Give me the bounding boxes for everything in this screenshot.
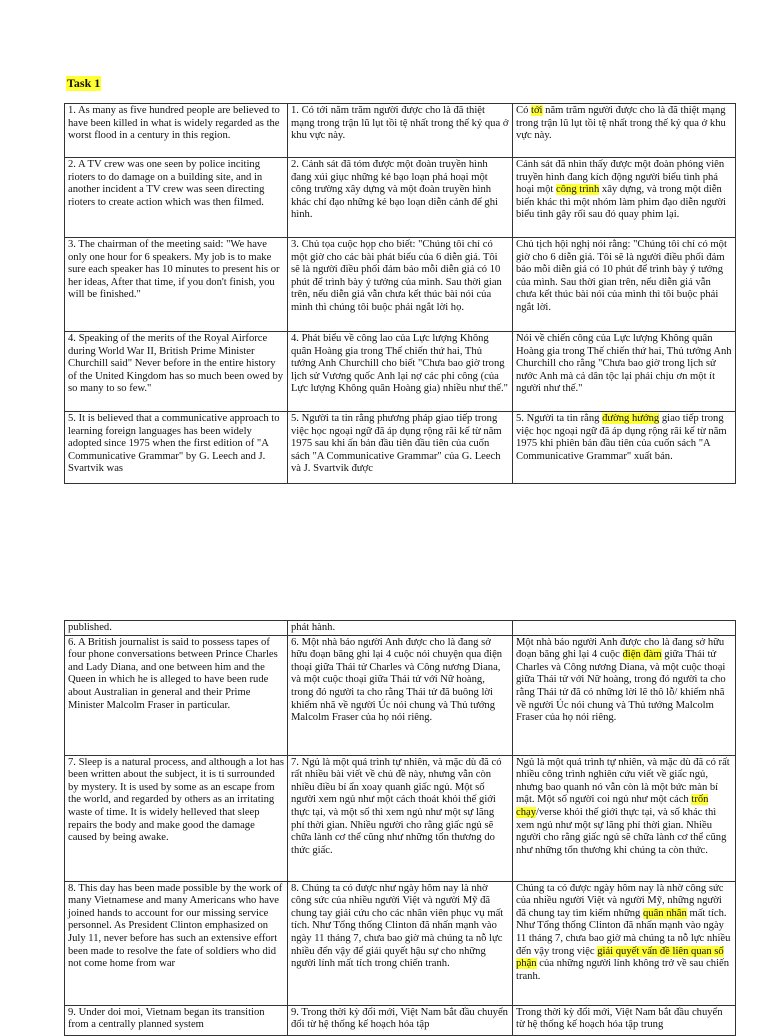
source-english-cell: 8. This day has been made possible by the work of many Vietnamese and many Americans who have joined hands to account for our missing service personnel. As President Clinton emphasized on July 11, never before has such an extensive effort been made to resolve the fate of soldiers who did not come home from war	[65, 881, 288, 1005]
source-english-cell: 7. Sleep is a natural process, and although a lot has been written about the subject, it is ti surrounded by mystery. It is used by some as an escape from the world, and regarded by others as an irritating waste of time. It is widely helleved that sleep repairs the body and make good the damage caused by being awake.	[65, 755, 288, 881]
translation-revised-cell	[513, 332, 736, 412]
table-row	[65, 635, 736, 755]
text-segment: của những người lính không trở về sau chiến tranh.	[516, 958, 730, 982]
translation-draft-cell: 4. Phát biểu về công lao của Lực lượng Không quân Hoàng gia trong Thế chiến thứ hai, Thủ tướng Anh Churchill cho biết "Chưa bao giờ trong lịch sử Vương quốc Anh lại nợ các phi công (của Lực lượng Không quân Hoàng gia) nhiều như thế."	[288, 332, 513, 412]
translation-draft-cell: 3. Chủ tọa cuộc họp cho biết: "Chúng tôi chỉ có một giờ cho các bài phát biểu của 6 diễn giả. Tôi sẽ là người điều phối đảm bảo mỗi diễn giả có 10 phút để trình bày ý tưởng của mình. Sau thời gian trên, nếu diễn giả vẫn chưa kết thúc bài nói của mình thì chúng tôi buộc phải ngắt lời họ.	[288, 238, 513, 332]
table-row	[65, 412, 736, 484]
table-row	[65, 1005, 736, 1035]
translation-draft-cell: 9. Trong thời kỳ đổi mới, Việt Nam bắt đầu chuyển đổi từ hệ thống kế hoạch hóa tập	[288, 1005, 513, 1035]
text-segment: Chủ tịch hội nghị nói rằng: "Chúng tôi chỉ có một giờ cho 6 diễn giả. Tôi sẽ là người điều phối đảm bảo mỗi diễn giả có 10 phút để trình bày ý tưởng của mình. Sau thời gian trên, nếu diễn giả vẫn chưa kết thúc bài nói của mình thì tôi buộc phải ngắt lời.	[516, 239, 727, 313]
source-english-cell: 3. The chairman of the meeting said: "We have only one hour for 6 speakers. My job is to make sure each speaker has 10 minutes to present his or her ideas, After that time, if you don't finish, you will be finished."	[65, 238, 288, 332]
translation-revised-cell	[513, 881, 736, 1005]
highlighted-term: giải quyết vấn đề liên quan số phận	[516, 945, 724, 970]
text-segment: năm trăm người được cho là đã thiệt mạng trong trận lũ lụt tồi tệ nhất trong thế kỷ qua ở khu vực này.	[516, 105, 726, 142]
text-segment: mất tích. Như Tổng thống Clinton đã nhấn mạnh vào ngày 11 tháng 7, chưa bao giờ mà chúng ta nỗ lực nhiều đến vậy trong việc	[516, 907, 731, 957]
translation-draft-cell: 6. Một nhà báo người Anh được cho là đang sở hữu đoạn băng ghi lại 4 cuộc nói chuyện qua điện thoại giữa Thái tử Charles và Công nương Diana, và một cuộc thoại giữa Thái tử với Nữ hoàng, trong đó người ta cho rằng Thái tử đã buông lời khiếm nhã về người Úc nói chung và Thủ tướng Malcolm Fraser của họ nói riêng.	[288, 635, 513, 755]
table-row	[65, 238, 736, 332]
table-row	[65, 755, 736, 881]
highlighted-term: điện đàm	[622, 649, 662, 661]
source-english-cell: 6. A British journalist is said to possess tapes of four phone conversations between Prince Charles and Lady Diana, and one between him and the Queen in which he is alleged to have been rude about Australian in general and their Prime Minister Malcolm Fraser in particular.	[65, 635, 288, 755]
task-title: Task 1	[67, 76, 101, 90]
translation-table-1	[64, 103, 736, 484]
source-english-cell: published.	[65, 621, 288, 636]
translation-table-2	[64, 620, 736, 1036]
table-row	[65, 332, 736, 412]
source-english-cell: 9. Under doi moi, Vietnam began its transition from a centrally planned system	[65, 1005, 288, 1035]
text-segment: Chúng ta có được ngày hôm nay là nhờ công sức của nhiều người Việt và người Mỹ, những người đã chung tay tìm kiếm những	[516, 882, 724, 919]
highlighted-term: trốn chạy	[516, 794, 709, 818]
highlighted-term: đường hướng	[602, 413, 660, 424]
table-row	[65, 158, 736, 238]
translation-revised-cell	[513, 412, 736, 484]
source-english-cell: 5. It is believed that a communicative approach to learning foreign languages has been widely adopted since 1975 when the first edition of "A Communicative Grammar" by G. Leech and J. Svartvik was	[65, 412, 288, 484]
highlighted-term: quân nhân	[642, 907, 687, 919]
translation-revised-cell	[513, 621, 736, 636]
table-row	[65, 881, 736, 1005]
translation-draft-cell: 1. Có tới năm trăm người được cho là đã thiệt mạng trong trận lũ lụt tồi tệ nhất trong thế kỷ qua ở khu vực này.	[288, 104, 513, 158]
table-row	[65, 621, 736, 636]
text-segment: giữa Thái tử Charles và Công nương Diana, và một cuộc thoại giữa Thái tử với Nữ hoàng, trong đó người ta cho rằng Thái tử đã có những lời lẽ thô lỗ/ khiếm nhã về người Úc nói chung và Thủ tướng Malcolm Fraser của họ nói riêng.	[516, 649, 726, 724]
source-english-cell: 4. Speaking of the merits of the Royal Airforce during World War II, British Prime Minister Churchill said" Never before in the entire history of the United Kingdom has so much been owed by so many to so few."	[65, 332, 288, 412]
translation-draft-cell: 8. Chúng ta có được như ngày hôm nay là nhờ công sức của nhiều người Việt và người Mỹ đã chung tay giải cứu cho các nhân viên phục vụ mất tích. Như Tổng thống Clinton đã nhấn mạnh vào ngày 11 tháng 7, chưa bao giờ mà chúng ta nỗ lực nhiều đến vậy để giải quyết hậu sự cho những người lính mất tích trong chiến tranh.	[288, 881, 513, 1005]
text-segment: Có	[516, 105, 532, 116]
translation-revised-cell	[513, 1005, 736, 1035]
highlighted-term: tới	[531, 105, 543, 116]
translation-revised-cell	[513, 238, 736, 332]
translation-revised-cell	[513, 755, 736, 881]
text-segment: /verse khỏi thế giới thực tại, và số khác thì xem ngủ như một sự lãng phí thời gian. Nhiều người cho rằng giấc ngủ sẽ chữa lành cơ thể cũng như những tổn thương khi chúng ta còn thức.	[516, 806, 727, 856]
translation-revised-cell	[513, 635, 736, 755]
table-row	[65, 104, 736, 158]
text-segment: Cảnh sát đã nhìn thấy được một đoàn phóng viên truyền hình đang kích động người biểu tình phá hoại một	[516, 159, 725, 196]
text-segment: Trong thời kỳ đổi mới, Việt Nam bắt đầu chuyển từ hệ thống kế hoạch hóa tập trung	[516, 1006, 723, 1031]
text-segment: Nói về chiến công của Lực lượng Không quân Hoàng gia trong Thế chiến thứ hai, Thủ tướng Anh Churchill cho rằng "Chưa bao giờ trong lịch sử nước Anh mà cả dân tộc lại phải chịu ơn một ít người như thế."	[516, 333, 732, 395]
text-segment: 5. Người ta tin rằng	[516, 413, 603, 424]
translation-draft-cell: 2. Cảnh sát đã tóm được một đoàn truyền hình đang xúi giục những kẻ bạo loạn phá hoại một công trường xây dựng và một đoàn truyền hình khác chỉ đạo những kẻ bạo loạn diễn cảnh để ghi hình.	[288, 158, 513, 238]
source-english-cell: 2. A TV crew was one seen by police inciting rioters to do damage on a building site, and in another incident a TV crew was seen directing rioters to create action which was then filmed.	[65, 158, 288, 238]
translation-draft-cell: 7. Ngủ là một quá trình tự nhiên, và mặc dù đã có rất nhiều bài viết về chủ đề này, nhưng vẫn còn nhiều điều bí ẩn xoay quanh giấc ngủ. Một số người xem ngủ như một cách thoát khỏi thế giới thực tại, và một số thì xem ngủ như một sự lãng phí thời gian. Nhiều người cho rằng giấc ngủ sẽ chữa lành cơ thể cũng như những tổn thương do thức giấc.	[288, 755, 513, 881]
translation-revised-cell	[513, 158, 736, 238]
source-english-cell: 1. As many as five hundred people are believed to have been killed in what is widely regarded as the worst flood in a century in this region.	[65, 104, 288, 158]
highlighted-term: công trình	[556, 184, 600, 196]
translation-revised-cell	[513, 104, 736, 158]
text-segment: Ngủ là một quá trình tự nhiên, và mặc dù đã có rất nhiều công trình nghiên cứu viết về giấc ngủ, nhưng bao quanh nó vẫn còn là một bức màn bí mật. Một số người coi ngủ như một cách	[516, 756, 730, 806]
text-segment: xây dựng, và trong một diễn biến khác thì một nhóm làm phim đạo diễn người biểu tình gây rối sau đó quay phim lại.	[516, 184, 726, 221]
text-segment: giao tiếp trong việc học ngoại ngữ đã áp dụng rộng rãi kể từ năm 1975 khi phiên bản đầu tiên của cuốn sách "A Communicative Grammar" xuất bản.	[516, 413, 727, 462]
text-segment: Một nhà báo người Anh được cho là đang sở hữu đoạn băng ghi lại 4 cuộc	[516, 636, 725, 661]
translation-draft-cell: 5. Người ta tin rằng phương pháp giao tiếp trong việc học ngoại ngữ đã áp dụng rộng rãi kể từ năm 1975 sau khi ấn bản đầu tiên đầu tiên của cuốn sách "A Communicative Grammar" của G. Leech và J. Svartvik được	[288, 412, 513, 484]
translation-draft-cell: phát hành.	[288, 621, 513, 636]
